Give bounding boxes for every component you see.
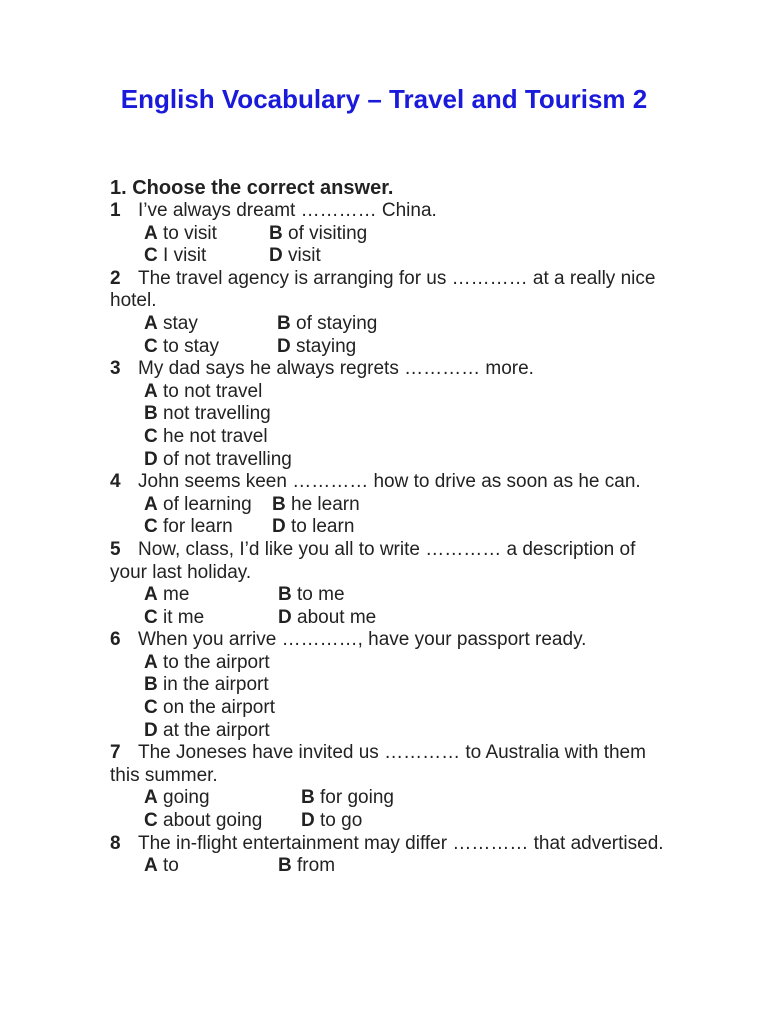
question-text-line xyxy=(110,471,670,494)
option-text: staying xyxy=(296,335,357,357)
option-text: it me xyxy=(163,606,205,628)
option-text: of learning xyxy=(163,493,252,515)
option-list xyxy=(110,313,670,358)
answer-option-d[interactable] xyxy=(269,245,321,268)
option-text: on the airport xyxy=(163,697,275,719)
option-row xyxy=(144,381,670,404)
option-letter: A xyxy=(144,493,158,515)
question-number: 7 xyxy=(110,742,121,764)
option-letter: B xyxy=(272,493,286,515)
answer-option-a[interactable] xyxy=(144,652,270,675)
option-letter: D xyxy=(278,606,292,628)
option-text: of staying xyxy=(296,312,378,334)
option-text: to the airport xyxy=(163,651,270,673)
question-list xyxy=(110,200,670,878)
answer-option-b[interactable] xyxy=(301,787,394,810)
question-text: I’ve always dreamt ………… China. xyxy=(138,200,437,221)
option-letter: D xyxy=(272,516,286,538)
option-letter: C xyxy=(144,516,158,538)
option-text: in the airport xyxy=(163,674,269,696)
question-text: The in-flight entertainment may differ ………… that advertised. xyxy=(138,832,664,854)
option-letter: A xyxy=(144,584,158,606)
option-row xyxy=(144,403,670,426)
option-letter: B xyxy=(278,584,292,606)
option-row xyxy=(144,426,670,449)
question-text-line xyxy=(110,742,670,787)
option-text: to me xyxy=(297,584,345,606)
option-letter: B xyxy=(277,312,291,334)
option-row xyxy=(144,607,670,630)
question-text: When you arrive …………, have your passport ready. xyxy=(138,629,587,651)
option-letter: B xyxy=(144,403,158,425)
option-letter: C xyxy=(144,697,158,719)
option-text: for going xyxy=(320,787,394,809)
option-text: about going xyxy=(163,810,263,832)
question-text-line xyxy=(110,833,670,856)
answer-option-b[interactable] xyxy=(269,223,367,246)
option-row xyxy=(144,584,670,607)
answer-option-c[interactable] xyxy=(144,516,272,539)
answer-option-c[interactable] xyxy=(144,245,269,268)
answer-option-b[interactable] xyxy=(278,584,345,607)
option-letter: C xyxy=(144,245,158,267)
question-text: John seems keen ………… how to drive as soon as he can. xyxy=(138,471,641,493)
question-text-line xyxy=(110,358,670,381)
question-text-line xyxy=(110,629,670,652)
question-text: The Joneses have invited us ………… to Australia with them this summer. xyxy=(110,742,646,786)
option-row xyxy=(144,449,670,472)
option-text: of not travelling xyxy=(163,448,292,470)
option-letter: B xyxy=(144,674,158,696)
option-list xyxy=(110,494,670,539)
question-number: 8 xyxy=(110,832,121,854)
answer-option-a[interactable] xyxy=(144,313,277,336)
option-text: to visit xyxy=(163,222,217,244)
option-text: he learn xyxy=(291,493,360,515)
option-letter: D xyxy=(269,245,283,267)
answer-option-a[interactable] xyxy=(144,855,278,878)
option-letter: A xyxy=(144,222,158,244)
option-text: from xyxy=(297,855,336,877)
answer-option-d[interactable] xyxy=(301,810,362,833)
document-title: English Vocabulary – Travel and Tourism 2 xyxy=(120,84,648,114)
question-text-line xyxy=(110,268,670,313)
question-text: My dad says he always regrets ………… more. xyxy=(138,358,534,380)
option-row xyxy=(144,674,670,697)
answer-option-c[interactable] xyxy=(144,810,301,833)
option-list xyxy=(110,223,670,268)
option-letter: D xyxy=(144,719,158,741)
option-row xyxy=(144,223,670,246)
answer-option-a[interactable] xyxy=(144,381,262,404)
answer-option-a[interactable] xyxy=(144,223,269,246)
option-text: to stay xyxy=(163,335,219,357)
option-letter: B xyxy=(278,855,292,877)
option-letter: A xyxy=(144,651,158,673)
option-letter: C xyxy=(144,335,158,357)
answer-option-c[interactable] xyxy=(144,607,278,630)
option-letter: A xyxy=(144,380,158,402)
answer-option-c[interactable] xyxy=(144,336,277,359)
option-text: visit xyxy=(288,245,321,267)
question-item xyxy=(110,833,670,878)
question-number: 2 xyxy=(110,267,121,289)
answer-option-d[interactable] xyxy=(278,607,376,630)
question-item xyxy=(110,471,670,539)
option-list xyxy=(110,855,670,878)
question-number: 6 xyxy=(110,629,121,651)
answer-option-d[interactable] xyxy=(277,336,356,359)
option-row xyxy=(144,810,670,833)
option-text: for learn xyxy=(163,516,233,538)
exercise-content xyxy=(110,176,670,878)
question-number: 1 xyxy=(110,200,121,221)
option-text: I visit xyxy=(163,245,207,267)
question-text: The travel agency is arranging for us ………… at a really nice hotel. xyxy=(110,267,656,312)
section-heading: 1. Choose the correct answer. xyxy=(110,177,394,199)
option-list xyxy=(110,584,670,629)
answer-option-b[interactable] xyxy=(144,403,271,426)
question-text-line xyxy=(110,200,670,223)
question-number: 3 xyxy=(110,358,121,380)
answer-option-d[interactable] xyxy=(272,516,354,539)
option-list xyxy=(110,652,670,742)
option-text: going xyxy=(163,787,210,809)
option-text: to learn xyxy=(291,516,355,538)
option-letter: B xyxy=(301,787,315,809)
option-text: he not travel xyxy=(163,425,268,447)
option-list xyxy=(110,787,670,832)
answer-option-b[interactable] xyxy=(278,855,335,878)
option-text: to not travel xyxy=(163,380,263,402)
option-letter: D xyxy=(277,335,291,357)
option-text: to go xyxy=(320,810,363,832)
option-text: about me xyxy=(297,606,377,628)
question-text-line xyxy=(110,539,670,584)
question-item xyxy=(110,742,670,832)
answer-option-a[interactable] xyxy=(144,584,278,607)
option-text: to xyxy=(163,855,179,877)
option-letter: A xyxy=(144,855,158,877)
answer-option-a[interactable] xyxy=(144,494,272,517)
option-row xyxy=(144,787,670,810)
option-row xyxy=(144,855,670,878)
option-row xyxy=(144,336,670,359)
answer-option-d[interactable] xyxy=(144,720,270,743)
option-row xyxy=(144,697,670,720)
option-row xyxy=(144,494,670,517)
option-text: stay xyxy=(163,312,198,334)
question-text: Now, class, I’d like you all to write ………… a description of your last holiday. xyxy=(110,538,636,583)
option-letter: A xyxy=(144,312,158,334)
question-item xyxy=(110,539,670,629)
question-item xyxy=(110,629,670,742)
answer-option-c[interactable] xyxy=(144,426,268,449)
option-row xyxy=(144,245,670,268)
answer-option-a[interactable] xyxy=(144,787,301,810)
question-item xyxy=(110,200,670,268)
question-item xyxy=(110,358,670,471)
option-text: me xyxy=(163,584,190,606)
answer-option-d[interactable] xyxy=(144,449,292,472)
option-text: not travelling xyxy=(163,403,271,425)
option-row xyxy=(144,720,670,743)
option-text: at the airport xyxy=(163,719,270,741)
option-letter: B xyxy=(269,222,283,244)
option-letter: D xyxy=(301,810,315,832)
answer-option-c[interactable] xyxy=(144,697,275,720)
option-letter: D xyxy=(144,448,158,470)
answer-option-b[interactable] xyxy=(272,494,360,517)
option-text: of visiting xyxy=(288,222,368,244)
option-row xyxy=(144,516,670,539)
option-letter: A xyxy=(144,787,158,809)
option-letter: C xyxy=(144,606,158,628)
question-number: 4 xyxy=(110,471,121,493)
question-item xyxy=(110,268,670,358)
option-row xyxy=(144,313,670,336)
option-letter: C xyxy=(144,810,158,832)
answer-option-b[interactable] xyxy=(144,674,269,697)
option-letter: C xyxy=(144,425,158,447)
option-list xyxy=(110,381,670,471)
answer-option-b[interactable] xyxy=(277,313,377,336)
option-row xyxy=(144,652,670,675)
question-number: 5 xyxy=(110,538,121,560)
